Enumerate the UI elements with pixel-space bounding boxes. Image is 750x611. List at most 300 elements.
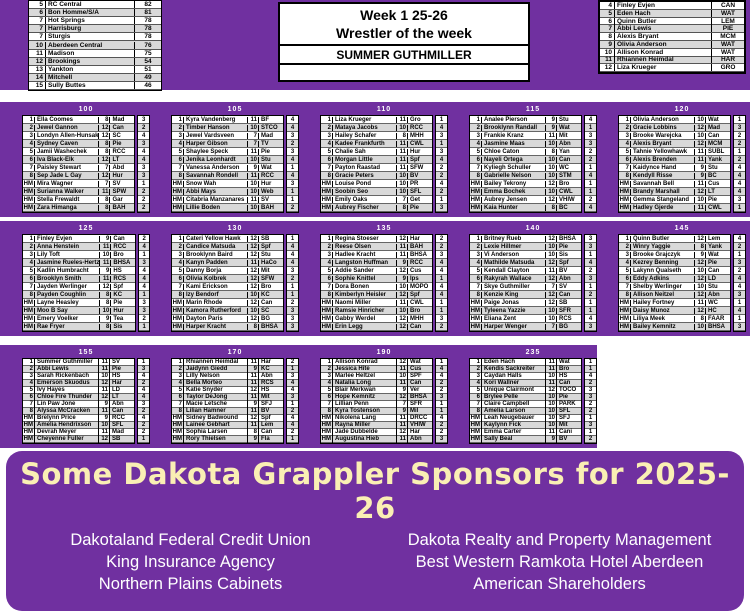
match-count-cell: 2 [436, 164, 447, 172]
team-cell: LD [109, 387, 134, 394]
rank-cell: HM [321, 428, 331, 435]
rank-cell: 10 [29, 42, 46, 49]
team-cell: Wat [556, 125, 581, 131]
wrestler-name-cell: Brelynn Price [37, 414, 76, 421]
rank-cell: HM [321, 323, 331, 330]
rank-cell: 7 [172, 284, 184, 290]
wrestler-row [23, 291, 135, 299]
wrestler-row [619, 251, 730, 259]
match-count-cell: 3 [138, 401, 149, 408]
team-cell: Bro [258, 284, 283, 290]
wrestler-row [470, 259, 581, 267]
sponsors-columns [6, 529, 744, 595]
match-count-cell: 3 [436, 251, 447, 259]
wrestler-row [321, 140, 432, 148]
grade-cell: 10 [247, 157, 258, 163]
rank-cell: 4 [321, 141, 333, 147]
match-count-cell: 4 [139, 267, 149, 275]
wrestler-name-cell: Hope Kemnitz [335, 393, 376, 400]
rank-cell: 1 [470, 236, 482, 242]
grade-cell: 7 [247, 141, 258, 147]
grade-cell: 11 [694, 300, 705, 306]
rank-cell: 1 [172, 236, 184, 242]
match-count-cell: 2 [287, 429, 298, 436]
score-cell: 78 [134, 17, 161, 24]
wrestler-name-cell: Lilly Nelson [186, 372, 220, 379]
team-cell: Sis [110, 324, 135, 330]
rank-cell: 1 [172, 117, 184, 123]
team-cell: RCC [407, 260, 432, 266]
wrestler-name-cell: Ramsie Hinricher [335, 307, 385, 314]
match-count-cell: 2 [436, 235, 447, 243]
team-cell: HS [258, 387, 283, 394]
rank-cell: HM [172, 414, 182, 421]
grade-cell: 12 [98, 133, 109, 139]
rank-cell: 5 [172, 387, 184, 394]
rank-cell: 2 [23, 125, 35, 131]
grade-cell: 10 [694, 197, 705, 203]
rank-cell: HM [23, 307, 33, 314]
rank-cell: 5 [321, 268, 333, 274]
rank-cell: HM [470, 188, 480, 195]
wrestler-name-cell: Reese Olsen [335, 243, 372, 250]
team-cell: BV [258, 408, 283, 415]
rank-cell: HM [321, 421, 331, 428]
match-count-cell: 3 [734, 259, 745, 267]
wrestler-name-cell: Layne Heasley [37, 299, 79, 306]
rank-cell: HM [321, 204, 331, 211]
match-count-cell: 2 [138, 429, 149, 436]
match-count-cell: 3 [139, 299, 149, 307]
grade-cell: 11 [98, 366, 109, 373]
team-cell: RCC [258, 173, 283, 179]
match-count-cell: 4 [287, 259, 298, 267]
rank-cell: HM [619, 315, 629, 322]
rank-cell: 1 [23, 117, 35, 123]
rank-cell: 4 [470, 260, 482, 266]
team-cell: BHSA [407, 394, 432, 401]
match-count-cell: 2 [287, 299, 298, 307]
team-cell: Hur [407, 149, 432, 155]
match-count-cell: 2 [436, 387, 447, 394]
match-count-cell: 4 [436, 291, 447, 299]
wrestler-row [619, 323, 730, 331]
wrestler-name-cell: Surianna Walker [37, 188, 84, 195]
weight-table-match-counts [584, 358, 597, 444]
wrestler-name-cell: Marlee Heltzel [335, 372, 376, 379]
match-count-cell: 2 [734, 140, 745, 148]
wrestler-row [470, 204, 581, 212]
team-cell: Pie [705, 260, 730, 266]
rank-cell: 5 [29, 1, 46, 8]
weight-class-label: 135 [376, 225, 392, 232]
team-cell: TOCO [556, 387, 581, 394]
grade-cell: 7 [247, 133, 258, 139]
grade-cell: 10 [545, 422, 556, 429]
rank-cell: 4 [172, 380, 184, 387]
rank-cell: HM [321, 188, 331, 195]
weight-table-main [469, 358, 582, 444]
wrestler-name-cell: Dora Bonen [335, 283, 370, 290]
match-count-cell: 3 [585, 387, 596, 394]
rank-cell: 6 [23, 276, 35, 282]
wrestler-name-cell: Lin Paw Jone [37, 400, 76, 407]
rank-cell: 1 [321, 117, 333, 123]
team-cell: DRCC [407, 415, 432, 422]
rank-cell: HM [23, 414, 33, 421]
team-cell: SFR [407, 401, 432, 408]
grade-cell: 12 [98, 380, 109, 387]
sponsors-title: Some Dakota Grappler Sponsors for 2025-26 [20, 457, 730, 525]
wrestler-name-cell: Quinn Butler [633, 235, 670, 242]
grade-cell: 11 [247, 422, 258, 429]
wrestler-name-cell: Olivia Kolbrek [186, 275, 227, 282]
match-count-cell: 4 [138, 387, 149, 394]
rank-cell: 4 [619, 260, 631, 266]
weight-table-match-counts [584, 115, 597, 213]
wrestler-name-cell: Amelia Hendrixson [37, 421, 92, 428]
team-cell: Ver [407, 387, 432, 394]
team-cell: WAT [711, 10, 744, 17]
team-cell: Sis [556, 252, 581, 258]
team-standings-row [29, 82, 161, 90]
rank-cell: 5 [23, 387, 35, 394]
team-cell: SB [556, 300, 581, 306]
wrestler-row [321, 299, 432, 307]
wrestler-name-cell: Lily Toft [37, 251, 60, 258]
grade-cell: 10 [396, 189, 407, 195]
team-cell: Pie [407, 205, 432, 211]
match-count-cell: 1 [287, 436, 298, 443]
team-cell: BG [258, 316, 283, 322]
grade-cell: 11 [396, 157, 407, 163]
grade-cell: 8 [694, 244, 705, 250]
grade-cell: 8 [694, 316, 705, 322]
rank-cell: HM [172, 323, 182, 330]
grade-cell: 12 [247, 244, 258, 250]
team-cell: MCM [711, 33, 744, 40]
match-count-cell: 1 [287, 196, 298, 204]
rank-cell: 2 [619, 244, 631, 250]
match-count-cell: 1 [436, 307, 447, 315]
team-name-cell: Harrisburg [48, 25, 82, 33]
team-cell: Abn [109, 401, 134, 408]
wrestler-row [470, 436, 581, 443]
grade-cell: 10 [545, 316, 556, 322]
rank-cell: 5 [619, 268, 631, 274]
team-cell: Mit [258, 268, 283, 274]
rank-cell: 7 [470, 165, 482, 171]
wrestler-name-cell: Harper Kracht [186, 323, 227, 330]
grade-cell: 9 [247, 436, 258, 443]
team-cell: Spf [258, 415, 283, 422]
match-count-cell: 4 [287, 124, 298, 132]
match-count-cell: 1 [139, 291, 149, 299]
match-count-cell: 1 [436, 116, 447, 124]
grade-cell: 11 [396, 252, 407, 258]
wrestler-name-cell: Natalia Long [335, 379, 372, 386]
weight-class-label: 110 [376, 106, 392, 113]
wrestler-row [23, 204, 134, 212]
grade-cell: 12 [98, 394, 109, 401]
wrestler-row [172, 267, 283, 275]
wrestler-name-cell: Alyssa McCracken [37, 407, 91, 414]
weight-table-main [171, 234, 284, 332]
team-cell: Spf [407, 292, 432, 298]
grade-cell: 11 [545, 133, 556, 139]
wrestler-row [470, 188, 581, 196]
wrestler-row [172, 436, 283, 443]
grade-cell: 10 [247, 125, 258, 131]
wrestler-name-cell: Payton Raastad [335, 164, 381, 171]
wrestler-row [321, 315, 432, 323]
team-cell: Mad [258, 133, 283, 139]
grade-cell: 12 [98, 173, 109, 179]
rank-cell: HM [172, 196, 182, 203]
weight-table-main [320, 358, 433, 444]
rank-cell: 6 [172, 276, 184, 282]
grade-cell: 10 [545, 373, 556, 380]
rank-cell: HM [172, 188, 182, 195]
weight-table-main [618, 234, 731, 332]
match-count-cell: 2 [436, 380, 447, 387]
wrestler-name-cell: Danny Borja [186, 267, 222, 274]
grade-cell: 10 [247, 189, 258, 195]
wrestler-name-cell: Hadley Gjerde [633, 204, 674, 211]
rank-cell: 3 [619, 252, 631, 258]
rank-cell: HM [23, 428, 33, 435]
match-count-cell: 1 [287, 188, 298, 196]
match-count-cell: 2 [585, 401, 596, 408]
team-cell: Pie [556, 244, 581, 250]
team-cell: RCC [109, 415, 134, 422]
rank-cell: 2 [23, 366, 35, 373]
rank-cell: 8 [23, 292, 35, 298]
rank-cell: HM [470, 435, 480, 442]
match-count-cell: 3 [138, 172, 149, 180]
rank-cell: 6 [600, 18, 615, 25]
grade-cell: 12 [694, 125, 705, 131]
grade-cell: 11 [545, 268, 556, 274]
weight-table-match-counts [286, 234, 299, 332]
match-count-cell: 4 [139, 275, 149, 283]
grade-cell: 12 [694, 276, 705, 282]
team-cell: Pie [109, 141, 134, 147]
grade-cell: 11 [545, 380, 556, 387]
rank-cell: 8 [470, 292, 482, 298]
team-cell: Can [258, 429, 283, 436]
team-cell: HS [110, 268, 135, 274]
wrestler-row [172, 116, 283, 124]
match-count-cell: 3 [734, 291, 745, 299]
match-count-cell: 1 [436, 401, 447, 408]
wrestler-name-cell: Citabria Manzanares [186, 196, 245, 203]
grade-cell: 11 [247, 149, 258, 155]
rank-cell: 8 [172, 292, 184, 298]
team-cell: BAH [258, 205, 283, 211]
team-cell: Abn [705, 292, 730, 298]
rank-cell: 4 [23, 141, 35, 147]
wrestler-row [321, 251, 432, 259]
wrestler-name-cell: Olivia Anderson [617, 40, 667, 48]
wrestler-row [23, 243, 135, 251]
grade-cell: 11 [247, 380, 258, 387]
team-standings-row [29, 41, 161, 49]
wrestler-name-cell: Kyra Vandenberg [186, 116, 236, 123]
wrestler-name-cell: Gemma Stangeland [633, 196, 690, 203]
rank-cell: 4 [619, 141, 631, 147]
rank-cell: 8 [23, 173, 35, 179]
match-count-cell: 2 [734, 243, 745, 251]
wrestler-name-cell: Bailey Tekrony [484, 180, 527, 187]
rank-cell: HM [23, 315, 33, 322]
team-standings-table [28, 0, 162, 91]
wrestler-name-cell: Kanyn Padden [186, 259, 228, 266]
weight-table-130 [171, 224, 299, 332]
team-cell: Can [705, 133, 730, 139]
team-standings-row [29, 33, 161, 41]
weight-class-label: 235 [525, 349, 541, 356]
match-count-cell: 3 [138, 366, 149, 373]
grade-cell: 11 [98, 408, 109, 415]
wrestler-name-cell: Brandy Marshall [633, 188, 680, 195]
team-cell: Bro [407, 308, 432, 314]
match-count-cell: 3 [585, 132, 596, 140]
team-cell: BV [556, 268, 581, 274]
grade-cell: 10 [694, 284, 705, 290]
team-cell: BHSA [258, 324, 283, 330]
match-count-cell: 1 [734, 116, 745, 124]
match-count-cell: 1 [734, 148, 745, 156]
rank-cell: HM [619, 196, 629, 203]
team-cell: Cus [705, 181, 730, 187]
wrestler-name-cell: Moo B Say [37, 307, 68, 314]
wrestler-name-cell: Nikolena Lang [335, 414, 377, 421]
rank-cell: HM [619, 299, 629, 306]
wrestler-name-cell: Blair Merkwan [335, 386, 376, 393]
weight-table-155 [22, 348, 150, 444]
team-cell: Can [705, 268, 730, 274]
wrestler-name-cell: Kenzie King [484, 291, 519, 298]
wrestler-name-cell: Rory Thielsen [186, 435, 226, 442]
wrestler-name-cell: Jewel Vardsveen [186, 132, 235, 139]
match-count-cell: 2 [138, 204, 149, 212]
score-cell: 54 [134, 58, 161, 65]
match-count-cell: 3 [287, 323, 298, 331]
grade-cell: 10 [545, 141, 556, 147]
team-cell: Mad [109, 429, 134, 436]
match-count-cell: 4 [139, 243, 149, 251]
wrestler-name-cell: Kaylynn Fick [484, 421, 522, 428]
wrestler-name-cell: Kimberlyn Heisler [335, 291, 387, 298]
wrestler-row [470, 267, 581, 275]
wrestler-name-cell: Aubrey Jensen [484, 196, 528, 203]
rank-cell: HM [172, 435, 182, 442]
match-count-cell: 3 [436, 204, 447, 212]
wrestler-name-cell: Kami Erickson [186, 283, 228, 290]
grade-cell: 12 [247, 276, 258, 282]
match-count-cell: 4 [436, 283, 447, 291]
wrestler-name-cell: Frankie Kranz [484, 132, 524, 139]
rank-cell: HM [23, 421, 33, 428]
rank-cell: 8 [600, 33, 615, 40]
rank-cell: 1 [470, 359, 482, 366]
wrestler-name-cell: Addie Sander [335, 267, 374, 274]
team-cell: HAR [711, 56, 744, 63]
rank-cell: 5 [470, 387, 482, 394]
grade-cell: 12 [396, 316, 407, 322]
match-count-cell: 2 [139, 315, 149, 323]
match-count-cell: 4 [585, 172, 596, 180]
team-cell: STM [556, 173, 581, 179]
rank-cell: 4 [470, 380, 482, 387]
team-cell: Stu [258, 157, 283, 163]
rank-cell: 4 [470, 141, 482, 147]
match-count-cell: 3 [287, 267, 298, 275]
team-cell: Wat [705, 117, 730, 123]
team-cell: SV [109, 181, 134, 187]
match-count-cell: 3 [436, 132, 447, 140]
team-cell: WC [705, 300, 730, 306]
wrestler-row [470, 307, 581, 315]
rank-cell: HM [23, 196, 33, 203]
wrestler-name-cell: Amelia Larson [484, 407, 526, 414]
grade-cell: 11 [247, 260, 258, 266]
wrestler-row [172, 172, 283, 180]
wrestler-name-cell: Eliana Zent [484, 315, 517, 322]
wrestler-row [172, 251, 283, 259]
wrestler-name-cell: Kamora Rutherford [186, 307, 242, 314]
team-cell: Cus [407, 366, 432, 373]
team-cell: Har [407, 429, 432, 436]
team-cell: SV [258, 197, 283, 203]
wrestler-row [23, 196, 134, 204]
rank-cell: 10 [600, 49, 615, 56]
wrestler-name-cell: Morgan Little [335, 156, 373, 163]
wrestler-name-cell: Jewel Gannon [37, 124, 78, 131]
wrestler-row [23, 259, 135, 267]
team-cell: BAH [407, 244, 432, 250]
grade-cell: 9 [396, 387, 407, 394]
grade-cell: 12 [247, 268, 258, 274]
top-section [0, 0, 750, 90]
rank-cell: 2 [470, 366, 482, 373]
team-name-cell: Bon Homme/S/A [48, 9, 99, 17]
grade-cell: 8 [98, 117, 109, 123]
rank-cell: 7 [172, 401, 184, 408]
weight-table-main [22, 358, 135, 444]
wrestler-row [619, 196, 730, 204]
match-count-cell: 4 [138, 415, 149, 422]
team-cell: LT [705, 189, 730, 195]
individual-ranking-row [600, 33, 744, 41]
rank-cell: 5 [172, 268, 184, 274]
grade-cell: 11 [98, 387, 109, 394]
sponsor-name: King Insurance Agency [106, 553, 275, 571]
match-count-cell: 3 [585, 394, 596, 401]
wrestler-row [470, 164, 581, 172]
wrestler-name-cell: Jade Dubbelde [335, 428, 378, 435]
wrestler-row [470, 235, 581, 243]
wrestler-name-cell: Hailey Schafer [335, 132, 377, 139]
rank-cell: 8 [172, 408, 184, 415]
match-count-cell: 3 [436, 436, 447, 443]
wrestler-name-cell: Liza Krueger [617, 64, 657, 72]
match-count-cell: 4 [138, 394, 149, 401]
match-count-cell: 1 [585, 251, 596, 259]
match-count-cell: 2 [436, 429, 447, 436]
rank-cell: HM [321, 414, 331, 421]
